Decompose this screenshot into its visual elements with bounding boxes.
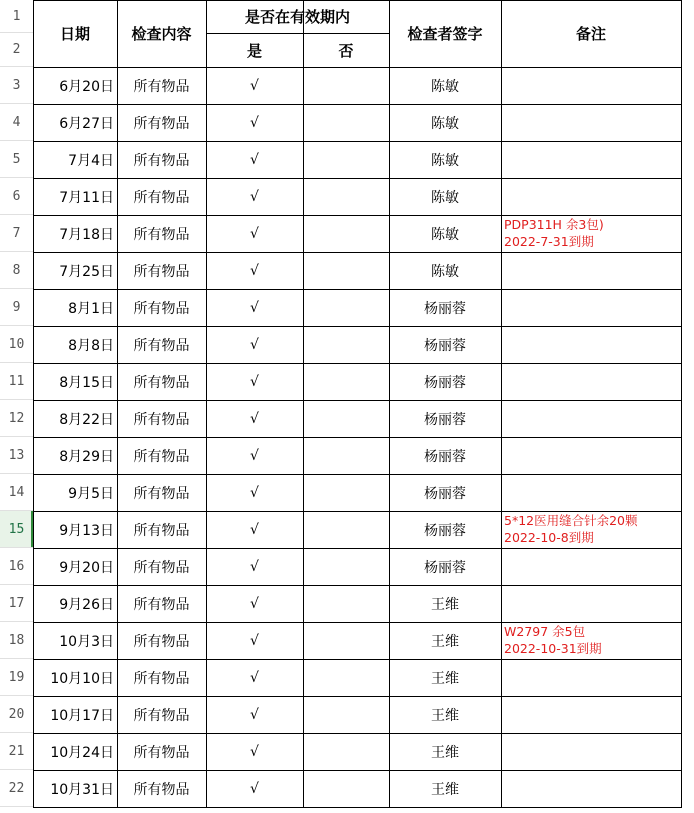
remark-note: 2022-10-31到期 bbox=[504, 641, 602, 656]
date-cell[interactable]: 8月22日 bbox=[59, 411, 114, 428]
content-cell[interactable]: 所有物品 bbox=[133, 78, 190, 95]
valid-yes-cell[interactable]: √ bbox=[250, 77, 259, 94]
row-header[interactable]: 9 bbox=[0, 289, 33, 326]
content-cell[interactable]: 所有物品 bbox=[133, 189, 190, 206]
valid-yes-cell[interactable]: √ bbox=[250, 780, 259, 797]
inspector-cell[interactable]: 杨丽蓉 bbox=[424, 374, 466, 391]
remark-note: 5*12医用缝合针余20颗 bbox=[504, 513, 638, 528]
valid-no-cell[interactable] bbox=[303, 585, 389, 622]
inspector-cell[interactable]: 王维 bbox=[431, 596, 459, 613]
column-border bbox=[681, 0, 682, 807]
remark-cell[interactable] bbox=[501, 289, 681, 326]
row-header[interactable]: 18 bbox=[0, 622, 33, 659]
valid-no-cell[interactable] bbox=[303, 363, 389, 400]
header-inspector[interactable]: 检查者签字 bbox=[407, 25, 483, 43]
date-cell[interactable]: 10月17日 bbox=[50, 707, 114, 724]
remark-cell[interactable] bbox=[501, 770, 681, 807]
valid-no-cell[interactable] bbox=[303, 696, 389, 733]
valid-yes-cell[interactable]: √ bbox=[250, 151, 259, 168]
valid-yes-cell[interactable]: √ bbox=[250, 632, 259, 649]
valid-yes-cell[interactable]: √ bbox=[250, 188, 259, 205]
valid-no-cell[interactable] bbox=[303, 733, 389, 770]
remark-cell[interactable] bbox=[501, 178, 681, 215]
inspector-cell[interactable]: 王维 bbox=[431, 744, 459, 761]
row-header[interactable]: 21 bbox=[0, 733, 33, 770]
inspector-cell[interactable]: 王维 bbox=[431, 633, 459, 650]
valid-no-cell[interactable] bbox=[303, 178, 389, 215]
remark-note: 2022-7-31到期 bbox=[504, 234, 594, 249]
valid-yes-cell[interactable]: √ bbox=[250, 410, 259, 427]
header-no[interactable]: 否 bbox=[338, 41, 354, 60]
inspector-cell[interactable]: 杨丽蓉 bbox=[424, 522, 466, 539]
row-header[interactable]: 15 bbox=[0, 511, 33, 548]
valid-no-cell[interactable] bbox=[303, 400, 389, 437]
header-remarks[interactable]: 备注 bbox=[575, 25, 606, 43]
inspector-cell[interactable]: 杨丽蓉 bbox=[424, 448, 466, 465]
remark-cell[interactable] bbox=[501, 585, 681, 622]
valid-no-cell[interactable] bbox=[303, 770, 389, 807]
valid-no-cell[interactable] bbox=[303, 67, 389, 104]
row-header[interactable]: 10 bbox=[0, 326, 33, 363]
date-cell[interactable]: 9月13日 bbox=[59, 522, 114, 539]
content-cell[interactable]: 所有物品 bbox=[133, 337, 190, 354]
valid-no-cell[interactable] bbox=[303, 511, 389, 548]
content-cell[interactable]: 所有物品 bbox=[133, 374, 190, 391]
date-cell[interactable]: 9月20日 bbox=[59, 559, 114, 576]
valid-yes-cell[interactable]: √ bbox=[250, 706, 259, 723]
content-cell[interactable]: 所有物品 bbox=[133, 115, 190, 132]
valid-no-cell[interactable] bbox=[303, 659, 389, 696]
date-cell[interactable]: 9月26日 bbox=[59, 596, 114, 613]
valid-yes-cell[interactable]: √ bbox=[250, 743, 259, 760]
valid-yes-cell[interactable]: √ bbox=[250, 262, 259, 279]
content-cell[interactable]: 所有物品 bbox=[133, 300, 190, 317]
remark-cell[interactable] bbox=[501, 474, 681, 511]
inspector-cell[interactable]: 陈敏 bbox=[431, 263, 459, 280]
valid-yes-cell[interactable]: √ bbox=[250, 447, 259, 464]
header-content[interactable]: 检查内容 bbox=[131, 25, 192, 43]
row-header[interactable]: 20 bbox=[0, 696, 33, 733]
content-cell[interactable]: 所有物品 bbox=[133, 152, 190, 169]
content-cell[interactable]: 所有物品 bbox=[133, 707, 190, 724]
valid-no-cell[interactable] bbox=[303, 474, 389, 511]
inspector-cell[interactable]: 杨丽蓉 bbox=[424, 411, 466, 428]
row-header[interactable]: 8 bbox=[0, 252, 33, 289]
content-cell[interactable]: 所有物品 bbox=[133, 781, 190, 798]
valid-no-cell[interactable] bbox=[303, 141, 389, 178]
remark-cell[interactable] bbox=[501, 104, 681, 141]
valid-no-cell[interactable] bbox=[303, 289, 389, 326]
row-border bbox=[33, 807, 682, 808]
remark-cell[interactable] bbox=[501, 67, 681, 104]
row-header[interactable]: 13 bbox=[0, 437, 33, 474]
inspector-cell[interactable]: 杨丽蓉 bbox=[424, 300, 466, 317]
content-cell[interactable]: 所有物品 bbox=[133, 670, 190, 687]
date-cell[interactable]: 8月8日 bbox=[68, 337, 114, 354]
remark-cell[interactable] bbox=[501, 252, 681, 289]
content-cell[interactable]: 所有物品 bbox=[133, 411, 190, 428]
valid-yes-cell[interactable]: √ bbox=[250, 299, 259, 316]
valid-no-cell[interactable] bbox=[303, 622, 389, 659]
date-cell[interactable]: 8月1日 bbox=[68, 300, 114, 317]
date-cell[interactable]: 7月25日 bbox=[59, 263, 114, 280]
inspector-cell[interactable]: 陈敏 bbox=[431, 189, 459, 206]
header-date[interactable]: 日期 bbox=[59, 25, 90, 43]
row-header[interactable]: 14 bbox=[0, 474, 33, 511]
row-header[interactable]: 4 bbox=[0, 104, 33, 141]
row-header[interactable]: 6 bbox=[0, 178, 33, 215]
remark-cell[interactable] bbox=[501, 696, 681, 733]
date-cell[interactable]: 10月31日 bbox=[50, 781, 114, 798]
valid-no-cell[interactable] bbox=[303, 215, 389, 252]
valid-yes-cell[interactable]: √ bbox=[250, 521, 259, 538]
row-header[interactable]: 1 bbox=[0, 0, 33, 33]
content-cell[interactable]: 所有物品 bbox=[133, 522, 190, 539]
row-header[interactable]: 2 bbox=[0, 33, 33, 67]
content-cell[interactable]: 所有物品 bbox=[133, 485, 190, 502]
valid-yes-cell[interactable]: √ bbox=[250, 484, 259, 501]
valid-no-cell[interactable] bbox=[303, 437, 389, 474]
inspector-cell[interactable]: 陈敏 bbox=[431, 115, 459, 132]
valid-yes-cell[interactable]: √ bbox=[250, 114, 259, 131]
valid-yes-cell[interactable]: √ bbox=[250, 225, 259, 242]
remark-cell[interactable] bbox=[501, 548, 681, 585]
row-header[interactable]: 16 bbox=[0, 548, 33, 585]
valid-yes-cell[interactable]: √ bbox=[250, 595, 259, 612]
content-cell[interactable]: 所有物品 bbox=[133, 633, 190, 650]
date-cell[interactable]: 8月15日 bbox=[59, 374, 114, 391]
valid-yes-cell[interactable]: √ bbox=[250, 669, 259, 686]
remark-cell[interactable] bbox=[501, 437, 681, 474]
valid-yes-cell[interactable]: √ bbox=[250, 373, 259, 390]
content-cell[interactable]: 所有物品 bbox=[133, 559, 190, 576]
remark-note: W2797 余5包 bbox=[504, 624, 586, 639]
valid-no-cell[interactable] bbox=[303, 252, 389, 289]
inspector-cell[interactable]: 杨丽蓉 bbox=[424, 559, 466, 576]
remark-note: PDP311H 余3包) bbox=[504, 217, 604, 232]
remark-cell[interactable] bbox=[501, 659, 681, 696]
remark-cell[interactable] bbox=[501, 733, 681, 770]
inspector-cell[interactable]: 杨丽蓉 bbox=[424, 485, 466, 502]
inspector-cell[interactable]: 陈敏 bbox=[431, 78, 459, 95]
row-header[interactable]: 3 bbox=[0, 67, 33, 104]
header-valid-group[interactable]: 是否在有效期内 bbox=[244, 8, 350, 26]
date-cell[interactable]: 8月29日 bbox=[59, 448, 114, 465]
inspector-cell[interactable]: 杨丽蓉 bbox=[424, 337, 466, 354]
content-cell[interactable]: 所有物品 bbox=[133, 448, 190, 465]
valid-no-cell[interactable] bbox=[303, 104, 389, 141]
content-cell[interactable]: 所有物品 bbox=[133, 596, 190, 613]
content-cell[interactable]: 所有物品 bbox=[133, 744, 190, 761]
valid-no-cell[interactable] bbox=[303, 548, 389, 585]
inspector-cell[interactable]: 陈敏 bbox=[431, 152, 459, 169]
remark-cell[interactable] bbox=[501, 400, 681, 437]
date-cell[interactable]: 10月10日 bbox=[50, 670, 114, 687]
remark-note: 2022-10-8到期 bbox=[504, 530, 594, 545]
row-header[interactable]: 12 bbox=[0, 400, 33, 437]
date-cell[interactable]: 9月5日 bbox=[68, 485, 114, 502]
inspector-cell[interactable]: 陈敏 bbox=[431, 226, 459, 243]
valid-yes-cell[interactable]: √ bbox=[250, 336, 259, 353]
date-cell[interactable]: 10月24日 bbox=[50, 744, 114, 761]
date-cell[interactable]: 6月27日 bbox=[59, 115, 114, 132]
remark-cell[interactable] bbox=[501, 326, 681, 363]
row-header[interactable]: 17 bbox=[0, 585, 33, 622]
content-cell[interactable]: 所有物品 bbox=[133, 263, 190, 280]
remark-cell[interactable] bbox=[501, 141, 681, 178]
date-cell[interactable]: 10月3日 bbox=[59, 633, 114, 650]
header-yes[interactable]: 是 bbox=[246, 41, 262, 60]
inspector-cell[interactable]: 王维 bbox=[431, 781, 459, 798]
inspector-cell[interactable]: 王维 bbox=[431, 670, 459, 687]
remark-cell[interactable] bbox=[501, 363, 681, 400]
date-cell[interactable]: 7月4日 bbox=[68, 152, 114, 169]
date-cell[interactable]: 7月11日 bbox=[59, 189, 114, 206]
inspector-cell[interactable]: 王维 bbox=[431, 707, 459, 724]
valid-yes-cell[interactable]: √ bbox=[250, 558, 259, 575]
row-header[interactable]: 5 bbox=[0, 141, 33, 178]
date-cell[interactable]: 7月18日 bbox=[59, 226, 114, 243]
content-cell[interactable]: 所有物品 bbox=[133, 226, 190, 243]
row-header[interactable]: 7 bbox=[0, 215, 33, 252]
valid-no-cell[interactable] bbox=[303, 326, 389, 363]
date-cell[interactable]: 6月20日 bbox=[59, 78, 114, 95]
row-header[interactable]: 22 bbox=[0, 770, 33, 807]
row-header[interactable]: 19 bbox=[0, 659, 33, 696]
row-header[interactable]: 11 bbox=[0, 363, 33, 400]
